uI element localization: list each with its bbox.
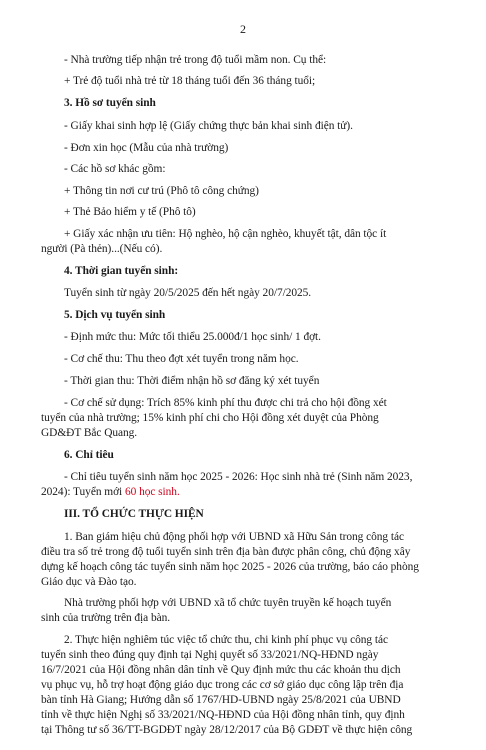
text-line: + Trẻ độ tuổi nhà trẻ từ 18 tháng tuổi đến 36 tháng tuổi; bbox=[64, 75, 316, 87]
text-line: - Giấy khai sinh hợp lệ (Giấy chứng thực bản khai sinh điện tử). bbox=[64, 120, 353, 132]
highlighted-value: 60 học sinh. bbox=[124, 486, 180, 498]
text-line: người (Pà thẻn)...(Nếu có). bbox=[41, 243, 163, 255]
text-line: tuyển của nhà trường; 15% kinh phí chi cho Hội đồng xét duyệt của Phòng bbox=[41, 412, 379, 424]
text-line: + Thông tin nơi cư trú (Phô tô công chứng) bbox=[64, 185, 259, 197]
text-line: - Đơn xin học (Mẫu của nhà trường) bbox=[64, 142, 229, 154]
page-number: 2 bbox=[240, 22, 246, 36]
text-line: + Giấy xác nhận ưu tiên: Hộ nghèo, hộ cận nghèo, khuyết tật, dân tộc ít bbox=[64, 228, 387, 240]
text-line: vụ phục vụ, hỗ trợ hoạt động giáo dục trong các cơ sở giáo dục công lập trên địa bbox=[41, 679, 404, 691]
text-line: tuyển sinh theo đúng quy định tại Nghị quyết số 33/2021/NQ-HĐND ngày bbox=[41, 649, 379, 661]
text-line: dựng kế hoạch công tác tuyển sinh năm học 2025 - 2026 của trường, báo cáo phòng bbox=[41, 561, 419, 573]
text-line: - Cơ chế sử dụng: Trích 85% kinh phí thu được chi trả cho hội đồng xét bbox=[64, 397, 387, 409]
text-line: - Định mức thu: Mức tối thiểu 25.000đ/1 học sinh/ 1 đợt. bbox=[64, 331, 321, 343]
text-line: - Nhà trường tiếp nhận trẻ trong độ tuổi mầm non. Cụ thể: bbox=[64, 54, 327, 66]
text-line: - Thời gian thu: Thời điểm nhận hồ sơ đăng ký xét tuyển bbox=[64, 375, 320, 387]
text-line: Giáo dục và Đào tạo. bbox=[41, 576, 137, 588]
text-line: - Chỉ tiêu tuyển sinh năm học 2025 - 2026: Học sinh nhà trẻ (Sinh năm 2023, bbox=[64, 471, 413, 483]
text-line: - Cơ chế thu: Thu theo đợt xét tuyển trong năm học. bbox=[64, 353, 299, 365]
section-heading: 5. Dịch vụ tuyển sinh bbox=[64, 309, 166, 321]
section-heading: 4. Thời gian tuyển sinh: bbox=[64, 265, 179, 277]
part-heading: III. TỔ CHỨC THỰC HIỆN bbox=[64, 508, 204, 520]
text-line: Nhà trường phối hợp với UBND xã tổ chức tuyên truyền kế hoạch tuyển bbox=[64, 597, 392, 609]
section-heading: 3. Hồ sơ tuyển sinh bbox=[64, 97, 156, 109]
text-line: 16/7/2021 của Hội đồng nhân dân tỉnh về Quy định mức thu các khoản thu dịch bbox=[41, 664, 401, 676]
text-line: 2024): Tuyển mới 60 học sinh. bbox=[41, 486, 180, 498]
text-line: sinh của trường trên địa bàn. bbox=[41, 612, 171, 624]
text-line: 2. Thực hiện nghiêm túc việc tổ chức thu, chi kinh phí phục vụ công tác bbox=[64, 634, 388, 646]
text-line: tại Thông tư số 36/TT-BGDĐT ngày 28/12/2017 của Bộ GDĐT về thực hiện công bbox=[41, 724, 413, 736]
section-heading: 6. Chỉ tiêu bbox=[64, 449, 114, 461]
text-line: Tuyển sinh từ ngày 20/5/2025 đến hết ngày 20/7/2025. bbox=[64, 287, 312, 299]
text-line: điều tra số trẻ trong độ tuổi tuyển sinh trên địa bàn được phân công, chủ động xây bbox=[41, 546, 411, 558]
text-line: + Thẻ Bảo hiểm y tế (Phô tô) bbox=[64, 206, 196, 218]
text-line: 1. Ban giám hiệu chủ động phối hợp với UBND xã Hữu Sản trong công tác bbox=[64, 531, 404, 543]
text-line: GD&ĐT Bắc Quang. bbox=[41, 427, 138, 439]
text-line: tỉnh về thực hiện Nghị số 33/2021/NQ-HĐND của Hội đồng nhân tỉnh, quy định bbox=[41, 709, 405, 721]
text-line: bàn tỉnh Hà Giang; Hướng dẫn số 1767/HD-UBND ngày 25/8/2021 của UBND bbox=[41, 694, 401, 706]
text-line: - Các hồ sơ khác gồm: bbox=[64, 163, 166, 175]
